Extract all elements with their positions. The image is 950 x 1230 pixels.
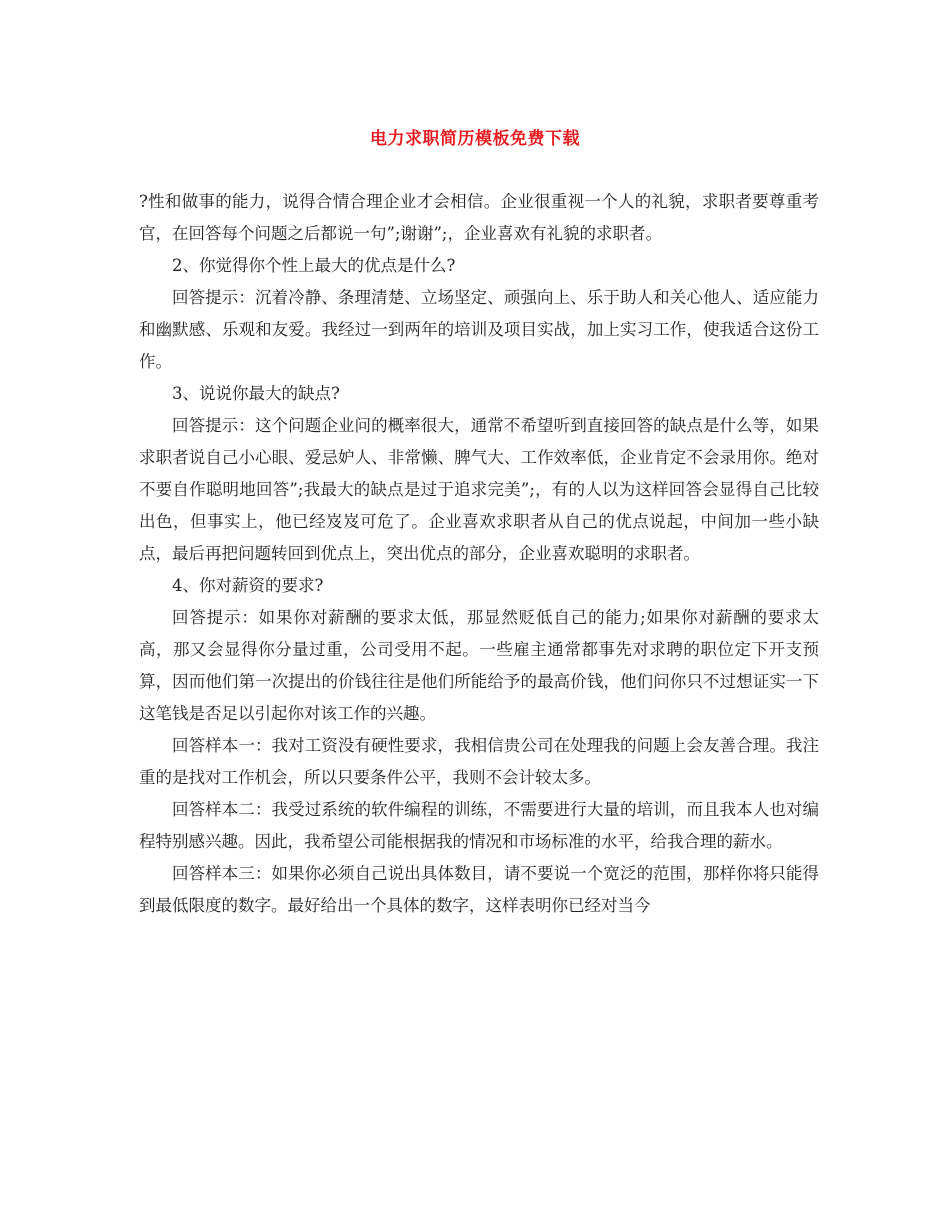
paragraph: 回答提示：这个问题企业问的概率很大，通常不希望听到直接回答的缺点是什么等，如果求职者说自己小心眼、爱忌妒人、非常懒、脾气大、工作效率低，企业肯定不会录用你。绝对不要自作聪明地回答”;我最大的缺点是过于追求完美”;，有的人以为这样回答会显得自己比较出色，但事实上，他已经岌岌可危了。企业喜欢求职者从自己的优点说起，中间加一些小缺点，最后再把问题转回到优点上，突出优点的部分，企业喜欢聪明的求职者。 xyxy=(139,416,819,563)
paragraph: 回答样本二：我受过系统的软件编程的训练，不需要进行大量的培训，而且我本人也对编程特别感兴趣。因此，我希望公司能根据我的情况和市场标准的水平，给我合理的薪水。 xyxy=(139,800,819,851)
paragraph: ?性和做事的能力，说得合情合理企业才会相信。企业很重视一个人的礼貌，求职者要尊重考官，在回答每个问题之后都说一句”;谢谢”;，企业喜欢有礼貌的求职者。 xyxy=(139,192,819,243)
paragraph: 回答样本一：我对工资没有硬性要求，我相信贵公司在处理我的问题上会友善合理。我注重的是找对工作机会，所以只要条件公平，我则不会计较太多。 xyxy=(139,736,819,787)
document-title: 电力求职简历模板免费下载 xyxy=(370,129,580,149)
paragraph: 回答样本三：如果你必须自己说出具体数目，请不要说一个宽泛的范围，那样你将只能得到最低限度的数字。最好给出一个具体的数字，这样表明你已经对当今 xyxy=(139,864,819,915)
question-heading: 2、你觉得你个性上最大的优点是什么? xyxy=(172,256,456,275)
document-body xyxy=(139,186,819,922)
paragraph: 回答提示：如果你对薪酬的要求太低，那显然贬低自己的能力;如果你对薪酬的要求太高，那又会显得你分量过重，公司受用不起。一些雇主通常都事先对求聘的职位定下开支预算，因而他们第一次提出的价钱往往是他们所能给予的最高价钱，他们问你只不过想证实一下这笔钱是否足以引起你对该工作的兴趣。 xyxy=(139,608,819,723)
question-heading: 3、说说你最大的缺点? xyxy=(172,384,340,403)
question-heading: 4、你对薪资的要求? xyxy=(172,576,324,595)
paragraph: 回答提示：沉着冷静、条理清楚、立场坚定、顽强向上、乐于助人和关心他人、适应能力和幽默感、乐观和友爱。我经过一到两年的培训及项目实战，加上实习工作，使我适合这份工作。 xyxy=(139,288,819,371)
